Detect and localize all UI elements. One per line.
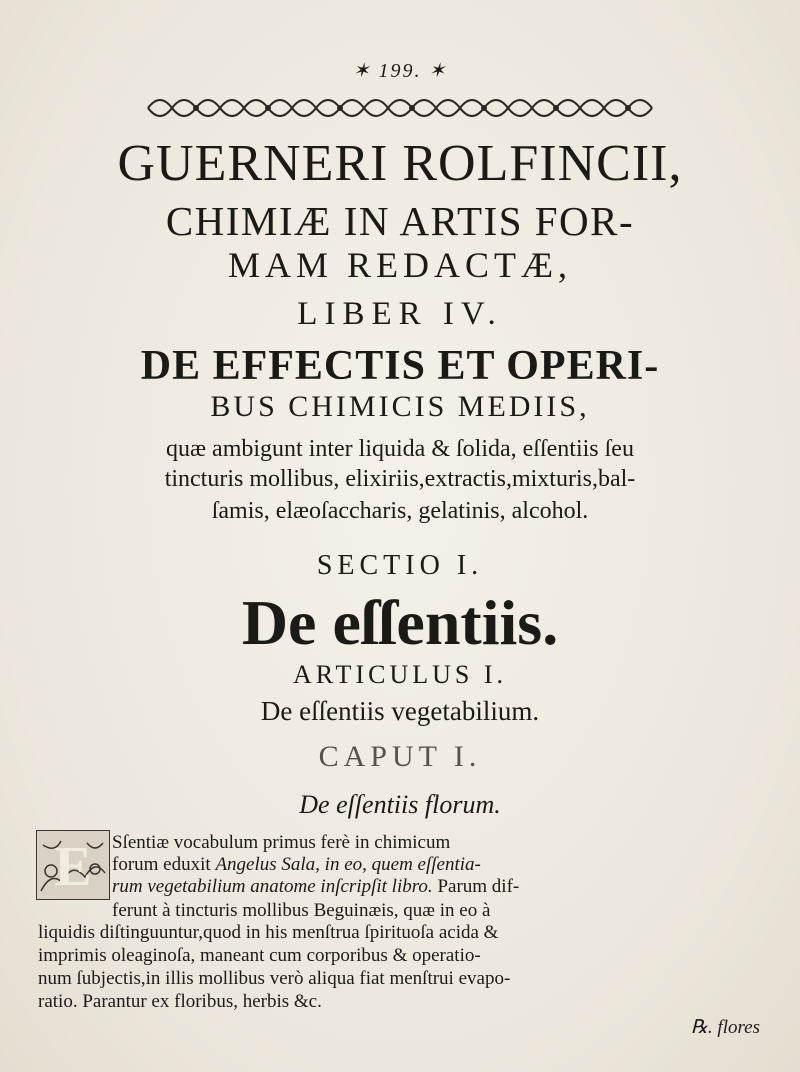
fleuron-row-icon	[138, 88, 658, 128]
title-author: GUERNERI ROLFINCII,	[117, 135, 683, 192]
paragraph-line: num ſubjectis,in illis mollibus verò aliqua fiat menſtrui evapo-	[38, 968, 511, 989]
chapter-heading: CAPUT I.	[318, 740, 482, 773]
paragraph-line: ferunt à tincturis mollibus Beguinæis, quæ in eo à	[112, 900, 491, 921]
title-line-3: MAM REDACTÆ,	[227, 245, 573, 285]
italic-run: rum vegetabilium anatome inſcripſit libro.	[112, 876, 433, 897]
section-title: De eſſentiis.	[241, 587, 559, 658]
paragraph-line: liquidis diſtinguuntur,quod in his menſtrua ſpirituoſa acida &	[38, 922, 499, 943]
section-heading: SECTIO I.	[316, 550, 484, 581]
title-line-6: BUS CHIMICIS MEDIIS,	[210, 390, 590, 423]
book-number: LIBER IV.	[297, 296, 503, 332]
paragraph-line	[112, 876, 519, 898]
article-title: De eſſentiis vegetabilium.	[260, 696, 540, 726]
paragraph-line	[112, 854, 481, 876]
text-run: Parum dif-	[432, 876, 520, 897]
paragraph-line: ratio. Parantur ex floribus, herbis &c.	[38, 991, 322, 1012]
subtitle-line-2: tincturis mollibus, elixiriis,extractis,mixturis,bal-	[164, 466, 636, 492]
article-heading: ARTICULUS I.	[293, 660, 507, 689]
italic-run: Angelus Sala, in eo, quem eſſentia-	[215, 854, 481, 875]
title-line-2: CHIMIÆ IN ARTIS FOR-	[165, 198, 635, 244]
paragraph-line: imprimis oleaginoſa, maneant cum corporibus & operatio-	[38, 945, 481, 966]
catchword: ℞. flores	[690, 1017, 760, 1038]
text-run: forum eduxit	[112, 854, 216, 875]
paragraph-line: Sſentiæ vocabulum primus ferè in chimicum	[112, 832, 451, 853]
running-head: ✶ 199. ✶	[352, 60, 448, 82]
woodcut-initial-icon	[36, 830, 110, 900]
title-line-5: DE EFFECTIS ET OPERI-	[140, 343, 660, 389]
subtitle-line-1: quæ ambigunt inter liquida & ſolida, eſſentiis ſeu	[166, 436, 634, 462]
initial-letter: E	[54, 836, 92, 898]
chapter-title: De eſſentiis florum.	[299, 790, 501, 819]
subtitle-line-3: ſamis, elæoſaccharis, gelatinis, alcohol.	[211, 498, 589, 524]
